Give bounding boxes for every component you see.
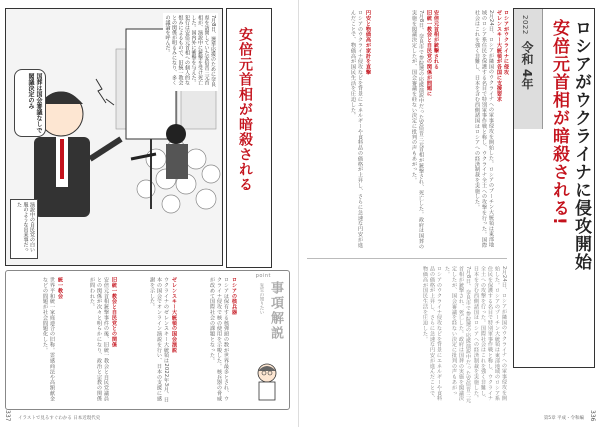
article-section-1 — [441, 10, 509, 250]
speech-bubble: 国葬は国会審議なしで閣議決定のみ — [14, 69, 46, 137]
point-text-4: 世界平和統一家庭連合の旧称。霊感商法や高額献金などの問題が社会問題化した。 — [42, 277, 55, 402]
point-heading-1: ロシアの核兵器 — [231, 277, 237, 315]
point-label: point — [255, 273, 271, 279]
article-section-3 — [307, 10, 371, 250]
point-text-2: ウクライナのゼレンスキー大統領は2022年3月、日本の国会でオンライン演説を行い、日本の支援に感謝を示した。 — [149, 277, 169, 403]
headline-line-2: 安倍元首相が暗殺される! — [549, 19, 569, 226]
chapter-header — [513, 8, 595, 368]
teacher-illustration — [251, 361, 283, 401]
right-page — [301, 0, 600, 427]
comic-title-box — [226, 8, 272, 268]
comic-narration: 7月8日、選挙応援のために奈良県を訪問していた安倍晋三元首相が、演説中に銃撃を受け死亡した。国内外に衝撃を与えた。犯行は安倍元首相への個人的な恨みによるもので、旧統一教会との関係が明るみになり、多くの議論を呼んだ。 — [163, 13, 218, 91]
era-name: 令和 — [520, 41, 534, 65]
article-heading-2: 安倍元首相が銃撃される 旧統一教会と自民党の関係が問題に — [426, 10, 439, 97]
left-footer: イラストで見るすぐわかる 日本近現代史 — [18, 416, 101, 421]
article-continued-text-3: ロシアのウクライナ侵攻などを背景にエネルギーや食料品の価格が上昇し、さらに急速な円安が進んだことで、物価高が国民生活を圧迫した。 — [422, 266, 442, 401]
section-divider — [307, 258, 507, 259]
article-heading-1: ロシアがウクライナに侵攻 ゼレンスキー大統領が各国に支援要求 — [496, 10, 509, 102]
article-heading-3: 円安と物価高が家計を直撃 — [365, 10, 371, 75]
point-heading-2: ゼレンスキー大統領の国会演説 — [171, 277, 177, 353]
left-page-number: 337 — [4, 409, 11, 421]
article-continued — [307, 266, 507, 406]
headline — [548, 19, 592, 271]
era-panel — [514, 9, 543, 129]
article-continued-text: 2月24日、ロシアが隣国のウクライナへの軍事侵攻を開始した。ロシアのプーチン大統領は東部地域のロシア系住民を保護する名目で特別軍事作戦と称し、ウクライナ全土への攻撃を行った。国際社会はこれを強く非難し、日本を含む西側諸国はロシアへの経済制裁を実施した。 — [473, 266, 507, 401]
point-heading-3: 旧統一教会と自民党との関係 — [111, 277, 117, 348]
point-text-3: 安倍元首相銃撃事件の後、旧統一教会と自民党議員との関係が次々と明らかになり、政治と宗教の関係が問われた。 — [89, 277, 109, 402]
point-text-1: ロシアは保有する核弾頭の数が世界最多とされ、ウクライナ侵攻で核の使用を示唆した。核兵器の脅威が改めて国際社会の課題となった。 — [209, 277, 229, 402]
article-section-2 — [373, 10, 439, 250]
point-heading-4: 統一教会 — [57, 277, 63, 299]
point-subtitle: 先生の知りたい — [259, 283, 264, 315]
article-text-2: 7月8日、奈良市で参院選の応援演説中だった安倍晋三元首相が銃撃され、死亡した。政府は国葬の実施を閣議決定したが、国会審議を経ない決定に批判の声もあがった。 — [411, 10, 424, 250]
article-text-1: 2月24日、ロシアが隣国のウクライナへの軍事侵攻を開始した。ロシアのプーチン大統領は東部地域のロシア系住民を保護する名目で特別軍事作戦と称し、ウクライナ全土への攻撃を行った。国際社会はこれを強く非難し、日本を含む西側諸国はロシアへの経済制裁を実施した。 — [474, 10, 494, 248]
comic-title: 安倍元首相が暗殺される — [237, 27, 253, 192]
right-page-number: 336 — [589, 409, 596, 421]
article-text-3: ロシアのウクライナ侵攻などを背景にエネルギーや食料品の価格が上昇し、さらに急速な円安が進んだことで、物価高が国民生活を圧迫した。 — [350, 10, 363, 248]
point-title: 事項解説 — [268, 281, 283, 341]
point-explainer-box — [5, 270, 290, 410]
point-section-3 — [67, 277, 117, 405]
era-year: 4年 — [520, 69, 534, 90]
year-label: 2022 — [521, 15, 529, 35]
manga-panel — [5, 8, 223, 266]
point-section-4 — [11, 277, 63, 405]
point-section-2 — [121, 277, 177, 405]
headline-line-1: ロシアがウクライナに侵攻開始 — [571, 19, 591, 271]
point-section-1 — [181, 277, 237, 405]
comic-caption: 演説中の自民党の白い服のような出来事だった — [10, 199, 38, 259]
right-footer: 第5章 平成・令和編 — [543, 416, 584, 421]
left-page — [0, 0, 299, 427]
article-continued-text-2: 7月8日、奈良市で参院選の応援演説中だった安倍晋三元首相が銃撃され、死亡した。政府は国葬の実施を閣議決定したが、国会審議を経ない決定に批判の声もあがった。 — [444, 266, 471, 403]
